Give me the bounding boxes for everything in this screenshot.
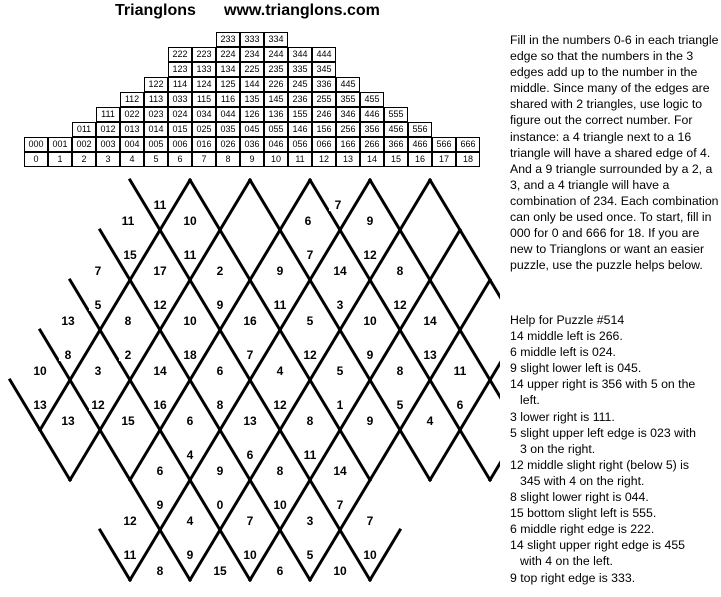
triangle-edge[interactable]: [460, 430, 490, 480]
triangle-sum-number: 11: [303, 448, 317, 462]
triangle-sum-number: 12: [273, 398, 287, 412]
triangle-edge[interactable]: [490, 430, 500, 480]
sum-label-cell: 0: [24, 152, 48, 167]
triangle-sum-number: 15: [121, 414, 135, 428]
help-line: 5 slight upper left edge is 023 with: [510, 425, 696, 440]
combination-cell: 016: [192, 137, 216, 152]
triangle-sum-number: 12: [363, 248, 377, 262]
combination-cell: 356: [360, 122, 384, 137]
triangle-sum-number: 7: [246, 348, 254, 362]
triangle-sum-number: 6: [216, 364, 224, 378]
help-line: 9 slight lower left is 045.: [510, 361, 642, 376]
combination-cell: 044: [216, 107, 240, 122]
help-line: 8 slight lower right is 044.: [510, 490, 649, 505]
triangle-sum-number: 13: [243, 414, 257, 428]
combination-cell: 245: [288, 77, 312, 92]
triangle-edge[interactable]: [250, 180, 280, 230]
triangle-sum-number: 7: [334, 198, 342, 212]
combination-cell: 223: [192, 47, 216, 62]
combination-cell: 255: [312, 92, 336, 107]
combination-cell: 114: [168, 77, 192, 92]
combination-cell: 001: [48, 137, 72, 152]
combination-cell: 012: [96, 122, 120, 137]
combination-cell: 034: [192, 107, 216, 122]
help-line: 3 lower right is 111.: [510, 409, 615, 424]
triangle-edge[interactable]: [430, 180, 460, 230]
triangle-sum-number: 10: [243, 548, 257, 562]
combination-cell: 166: [336, 137, 360, 152]
triangle-sum-number: 9: [366, 214, 374, 228]
triangle-sum-number: 14: [333, 264, 347, 278]
combination-cell: 444: [312, 47, 336, 62]
help-line: 14 upper right is 356 with 5 on the: [510, 377, 696, 392]
triangle-sum-number: 4: [186, 448, 194, 462]
combination-cell: 022: [120, 107, 144, 122]
triangle-sum-number: 5: [396, 398, 404, 412]
combination-cell: 124: [192, 77, 216, 92]
combination-cell: 355: [336, 92, 360, 107]
triangle-sum-number: 8: [306, 414, 314, 428]
triangle-sum-number: 11: [273, 298, 287, 312]
combination-cell: 111: [96, 107, 120, 122]
help-line: 3 on the right.: [520, 441, 596, 456]
triangle-sum-number: 11: [153, 198, 167, 212]
triangle-sum-number: 7: [246, 514, 254, 528]
sum-label-cell: 9: [240, 152, 264, 167]
combination-cell: 446: [360, 107, 384, 122]
combination-cell: 002: [72, 137, 96, 152]
triangle-sum-number: 2: [124, 348, 132, 362]
combination-cell: 024: [168, 107, 192, 122]
triangle-sum-number: 4: [426, 414, 434, 428]
triangle-sum-number: 6: [186, 414, 194, 428]
combination-cell: 236: [288, 92, 312, 107]
triangle-sum-number: 12: [393, 298, 407, 312]
triangle-sum-number: 16: [243, 314, 257, 328]
triangle-edge[interactable]: [400, 180, 430, 230]
triangle-sum-number: 10: [273, 498, 287, 512]
combination-cell: 011: [72, 122, 96, 137]
combination-cell: 224: [216, 47, 240, 62]
combination-cell: 005: [144, 137, 168, 152]
combination-cell: 112: [120, 92, 144, 107]
combination-cell: 015: [168, 122, 192, 137]
help-title: Help for Puzzle #514: [510, 313, 625, 327]
triangle-sum-number: 10: [363, 548, 377, 562]
combination-cell: 055: [264, 122, 288, 137]
sum-label-cell: 1: [48, 152, 72, 167]
triangle-sum-number: 13: [33, 398, 47, 412]
triangle-sum-number: 18: [183, 348, 197, 362]
combination-cell: 066: [312, 137, 336, 152]
combination-cell: 146: [288, 122, 312, 137]
help-line: 15 bottom slight left is 555.: [510, 506, 657, 521]
combination-cell: 000: [24, 137, 48, 152]
triangle-sum-number: 9: [156, 498, 164, 512]
triangle-sum-number: 13: [423, 348, 437, 362]
sum-label-cell: 18: [456, 152, 480, 167]
sum-label-cell: 5: [144, 152, 168, 167]
triangle-sum-number: 3: [94, 364, 102, 378]
triangle-sum-number: 10: [183, 314, 197, 328]
sum-label-cell: 2: [72, 152, 96, 167]
combination-cell: 244: [264, 47, 288, 62]
combination-cell: 133: [192, 62, 216, 77]
triangle-sum-number: 3: [336, 298, 344, 312]
triangle-sum-number: 12: [91, 398, 105, 412]
instructions-text: Fill in the numbers 0-6 in each triangle edge so that the numbers in the 3 edges add up to the number in the middle. Since many of the edges are shared with 2 triangles, use logic to figure out the correct number. For instance: a 4 triangle next to a 16 triangle will have a shared edge of 4. And a 9 triangle surrounded by a 2, a 3, and a 4 triangle will have a combination of 234. Each combination can only be used once. To start, fill in 000 for 0 and 666 for 18. If you are new to Trianglons or want an easier puzzle, use the puzzle helps below.: [510, 33, 719, 273]
combination-cell: 122: [144, 77, 168, 92]
triangle-edge[interactable]: [40, 430, 70, 480]
combination-cell: 033: [168, 92, 192, 107]
combination-cell: 225: [240, 62, 264, 77]
triangle-sum-number: 10: [33, 364, 47, 378]
sum-label-cell: 3: [96, 152, 120, 167]
triangle-sum-number: 5: [306, 314, 314, 328]
help-line: with 4 on the left.: [520, 554, 613, 569]
combination-cell: 136: [264, 107, 288, 122]
combination-cell: 003: [96, 137, 120, 152]
combination-cell: 455: [360, 92, 384, 107]
combination-cell: 346: [336, 107, 360, 122]
triangle-edge[interactable]: [460, 230, 490, 280]
combination-cell: 344: [288, 47, 312, 62]
combination-cell: 134: [216, 62, 240, 77]
triangle-edge[interactable]: [400, 430, 430, 480]
combination-cell: 246: [312, 107, 336, 122]
triangle-sum-number: 3: [306, 514, 314, 528]
triangle-sum-number: 9: [276, 264, 284, 278]
puzzle-board: [0, 170, 500, 597]
triangle-sum-number: 14: [153, 364, 167, 378]
triangle-sum-number: 8: [156, 564, 164, 578]
triangle-sum-number: 8: [276, 464, 284, 478]
triangle-edge[interactable]: [490, 330, 500, 380]
sum-label-cell: 16: [408, 152, 432, 167]
combination-cell: 235: [264, 62, 288, 77]
combination-cell: 566: [432, 137, 456, 152]
help-line: 9 top right edge is 333.: [510, 570, 636, 585]
triangle-sum-number: 1: [336, 398, 344, 412]
triangle-sum-number: 15: [123, 248, 137, 262]
help-line: 14 middle left is 266.: [510, 329, 623, 344]
triangle-sum-number: 9: [216, 464, 224, 478]
combination-cell: 226: [264, 77, 288, 92]
combination-cell: 125: [216, 77, 240, 92]
triangle-edge[interactable]: [370, 430, 400, 480]
triangle-edge[interactable]: [490, 380, 500, 430]
combination-cell: 335: [288, 62, 312, 77]
triangle-sum-number: 10: [333, 564, 347, 578]
sum-label-cell: 10: [264, 152, 288, 167]
triangle-sum-number: 12: [153, 298, 167, 312]
combination-cell: 045: [240, 122, 264, 137]
triangle-sum-number: 13: [61, 414, 75, 428]
combination-cell: 144: [240, 77, 264, 92]
help-line: 14 slight upper right edge is 455: [510, 538, 686, 553]
website-link[interactable]: www.trianglons.com: [224, 2, 380, 19]
triangle-sum-number: 5: [306, 548, 314, 562]
triangle-sum-number: 10: [363, 314, 377, 328]
combination-cell: 234: [240, 47, 264, 62]
combination-cell: 014: [144, 122, 168, 137]
combination-cell: 555: [384, 107, 408, 122]
combination-cell: 556: [408, 122, 432, 137]
triangle-sum-number: 14: [423, 314, 437, 328]
triangle-edge[interactable]: [430, 230, 460, 280]
triangle-sum-number: 6: [276, 564, 284, 578]
combination-cell: 023: [144, 107, 168, 122]
triangle-sum-number: 7: [336, 498, 344, 512]
sum-label-cell: 14: [360, 152, 384, 167]
combination-cell: 233: [216, 32, 240, 47]
game-title: Trianglons: [115, 2, 196, 19]
combination-cell: 004: [120, 137, 144, 152]
triangle-sum-number: 9: [186, 548, 194, 562]
triangle-sum-number: 12: [303, 348, 317, 362]
triangle-sum-number: 6: [456, 398, 464, 412]
sum-label-cell: 12: [312, 152, 336, 167]
help-line: left.: [520, 393, 540, 408]
help-line: 6 middle right edge is 222.: [510, 522, 655, 537]
sum-label-cell: 8: [216, 152, 240, 167]
sum-label-cell: 13: [336, 152, 360, 167]
triangle-sum-number: 8: [396, 264, 404, 278]
triangle-sum-number: 7: [306, 248, 314, 262]
combination-cell: 025: [192, 122, 216, 137]
triangle-edge[interactable]: [220, 180, 250, 230]
combination-cell: 056: [288, 137, 312, 152]
triangle-sum-number: 11: [123, 548, 137, 562]
page-header: [0, 2, 500, 22]
help-line: 12 middle slight right (below 5) is: [510, 457, 690, 472]
sum-label-cell: 4: [120, 152, 144, 167]
triangle-sum-number: 14: [333, 464, 347, 478]
combination-cell: 445: [336, 77, 360, 92]
triangle-sum-number: 9: [216, 298, 224, 312]
combination-cell: 334: [264, 32, 288, 47]
triangle-edge[interactable]: [100, 430, 130, 480]
combination-cell: 156: [312, 122, 336, 137]
triangle-sum-number: 6: [246, 448, 254, 462]
sum-label-cell: 17: [432, 152, 456, 167]
triangle-edge[interactable]: [430, 430, 460, 480]
combination-cell: 666: [456, 137, 480, 152]
triangle-sum-number: 11: [453, 364, 467, 378]
combination-cell: 266: [360, 137, 384, 152]
combination-cell: 345: [312, 62, 336, 77]
combination-cell: 126: [240, 107, 264, 122]
help-panel: [510, 312, 720, 586]
help-line: 6 middle left is 024.: [510, 345, 616, 360]
sum-label-cell: 7: [192, 152, 216, 167]
triangle-sum-number: 9: [366, 348, 374, 362]
triangle-edge[interactable]: [460, 280, 490, 330]
triangle-sum-number: 10: [183, 214, 197, 228]
combination-cell: 336: [312, 77, 336, 92]
combination-cell: 036: [240, 137, 264, 152]
combination-cell: 115: [192, 92, 216, 107]
combination-cell: 456: [384, 122, 408, 137]
triangle-sum-number: 13: [61, 314, 75, 328]
triangle-sum-number: 7: [366, 514, 374, 528]
triangle-sum-number: 11: [121, 214, 135, 228]
combination-cell: 155: [288, 107, 312, 122]
combination-cell: 035: [216, 122, 240, 137]
combination-cell: 006: [168, 137, 192, 152]
triangle-sum-number: 4: [186, 514, 194, 528]
triangle-edge[interactable]: [490, 280, 500, 330]
combination-cell: 113: [144, 92, 168, 107]
triangle-sum-number: 8: [216, 398, 224, 412]
combination-cell: 256: [336, 122, 360, 137]
combination-cell: 366: [384, 137, 408, 152]
combination-cell: 135: [240, 92, 264, 107]
triangle-sum-number: 8: [124, 314, 132, 328]
combination-cell: 466: [408, 137, 432, 152]
sum-label-cell: 6: [168, 152, 192, 167]
triangle-sum-number: 6: [156, 464, 164, 478]
triangle-sum-number: 17: [153, 264, 167, 278]
combination-cell: 333: [240, 32, 264, 47]
combination-cell: 123: [168, 62, 192, 77]
combination-cell: 145: [264, 92, 288, 107]
triangle-sum-number: 8: [64, 348, 72, 362]
triangle-sum-number: 16: [153, 398, 167, 412]
triangle-edge[interactable]: [70, 430, 100, 480]
triangle-sum-number: 2: [216, 264, 224, 278]
sum-label-cell: 15: [384, 152, 408, 167]
triangle-sum-number: 9: [366, 414, 374, 428]
triangle-sum-number: 0: [216, 498, 224, 512]
combination-cell: 046: [264, 137, 288, 152]
combination-cell: 222: [168, 47, 192, 62]
triangle-sum-number: 8: [396, 364, 404, 378]
triangle-sum-number: 11: [183, 248, 197, 262]
triangle-sum-number: 5: [336, 364, 344, 378]
sum-label-cell: 11: [288, 152, 312, 167]
triangle-sum-number: 4: [276, 364, 284, 378]
triangle-sum-number: 5: [94, 298, 102, 312]
triangle-sum-number: 7: [94, 264, 102, 278]
help-line: 345 with 4 on the right.: [520, 473, 645, 488]
combination-cell: 026: [216, 137, 240, 152]
triangle-sum-number: 6: [304, 214, 312, 228]
triangle-sum-number: 15: [213, 564, 227, 578]
combination-cell: 116: [216, 92, 240, 107]
triangle-sum-number: 12: [123, 514, 137, 528]
combination-cell: 013: [120, 122, 144, 137]
